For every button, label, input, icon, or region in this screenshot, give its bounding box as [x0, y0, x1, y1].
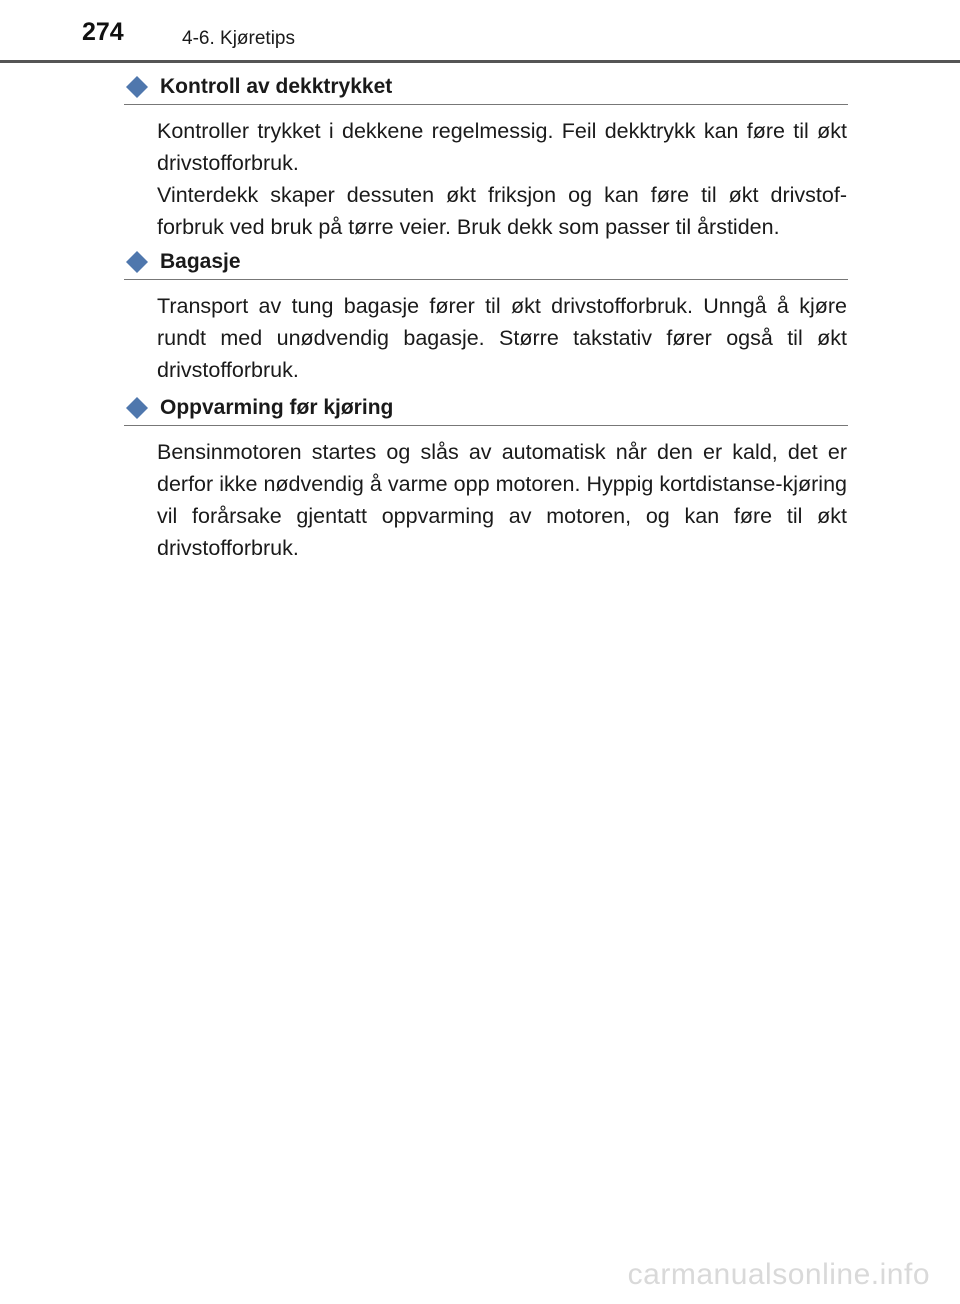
- topic-heading: [124, 245, 848, 280]
- header-divider: [0, 60, 960, 63]
- paragraph: Vinterdekk skaper dessuten økt friksjon og kan føre til økt drivstof-forbruk ved bruk på tørre veier. Bruk dekk som passer til årstiden.: [157, 183, 847, 239]
- watermark: carmanualsonline.info: [627, 1258, 930, 1291]
- page-number: 274: [82, 18, 124, 46]
- paragraph: Kontroller trykket i dekkene regelmessig. Feil dekktrykk kan føre til økt drivstofforbruk.: [157, 119, 847, 175]
- topic-warmup: [124, 391, 848, 564]
- topic-heading: [124, 391, 848, 426]
- diamond-icon: [126, 251, 148, 273]
- paragraph: Bensinmotoren startes og slås av automatisk når den er kald, det er derfor ikke nødvendig å varme opp motoren. Hyppig kortdistanse-kjøring vil forårsake gjentatt oppvarming av motoren, og kan føre til økt drivstofforbruk.: [157, 440, 847, 560]
- topic-luggage: [124, 245, 848, 386]
- topic-title: Kontroll av dekktrykket: [160, 75, 393, 98]
- section-title: 4-6. Kjøretips: [182, 28, 295, 49]
- topic-body: [157, 115, 847, 243]
- diamond-icon: [126, 397, 148, 419]
- topic-body: [157, 290, 847, 386]
- topic-title: Bagasje: [160, 250, 241, 273]
- topic-tire-pressure: [124, 70, 848, 243]
- topic-body: [157, 436, 847, 564]
- topic-title: Oppvarming før kjøring: [160, 396, 394, 419]
- topic-heading: [124, 70, 848, 105]
- diamond-icon: [126, 76, 148, 98]
- paragraph: Transport av tung bagasje fører til økt drivstofforbruk. Unngå å kjøre rundt med unødvendig bagasje. Større takstativ fører også til økt drivstofforbruk.: [157, 294, 847, 382]
